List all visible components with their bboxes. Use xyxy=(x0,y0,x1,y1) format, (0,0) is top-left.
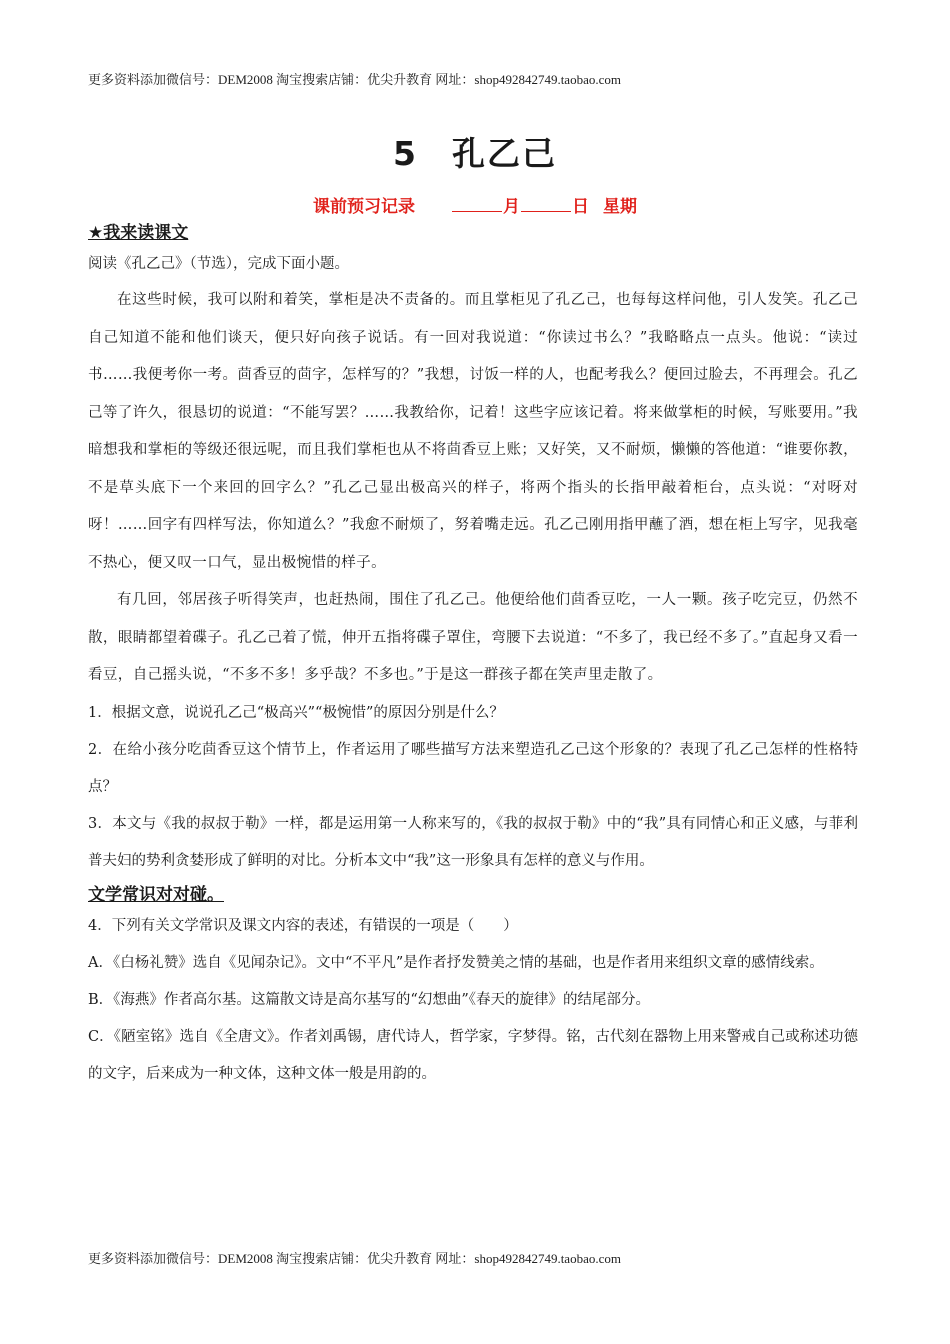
question-2: 2．在给小孩分吃茴香豆这个情节上，作者运用了哪些描写方法来塑造孔乙己这个形象的？表现了孔乙己怎样的性格特点？ xyxy=(88,741,858,795)
section-heading-literature: 文学常识对对碰。 xyxy=(88,884,224,905)
footer-note: 更多资料添加微信号：DEM2008 淘宝搜索店铺：优尖升教育 网址：shop492842749.taobao.com xyxy=(88,1251,621,1266)
month-blank xyxy=(452,195,502,212)
section-heading-reading: ★我来读课文 xyxy=(88,223,189,243)
reading-intro: 阅读《孔乙己》（节选），完成下面小题。 xyxy=(88,256,349,272)
lesson-title: 孔乙己 xyxy=(451,134,557,173)
option-b: B．《海燕》作者高尔基。这篇散文诗是高尔基写的“幻想曲”《春天的旋律》的结尾部分。 xyxy=(88,991,650,1008)
option-a: A．《白杨礼赞》选自《见闻杂记》。文中“不平凡”是作者抒发赞美之情的基础，也是作者用来组织文章的感情线索。 xyxy=(88,954,824,971)
question-3: 3．本文与《我的叔叔于勒》一样，都是运用第一人称来写的，《我的叔叔于勒》中的“我”具有同情心和正义感，与菲利普夫妇的势利贪婪形成了鲜明的对比。分析本文中“我”这一形象具有怎样的意义与作用。 xyxy=(88,815,858,869)
main-content xyxy=(88,220,858,1093)
page-title xyxy=(0,128,950,175)
excerpt-paragraph: 在这些时候，我可以附和着笑，掌柜是决不责备的。而且掌柜见了孔乙己，也每每这样问他，引人发笑。孔乙己自己知道不能和他们谈天，便只好向孩子说话。有一回对我说道：“你读过书么？”我略略点一点头。他说：“读过书……我便考你一考。茴香豆的茴字，怎样写的？”我想，讨饭一样的人，也配考我么？便回过脸去，不再理会。孔乙己等了许久，很恳切的说道：“不能写罢？……我教给你，记着！这些字应该记着。将来做掌柜的时候，写账要用。”我暗想我和掌柜的等级还很远呢，而且我们掌柜也从不将茴香豆上账；又好笑，又不耐烦，懒懒的答他道：“谁要你教，不是草头底下一个来回的回字么？”孔乙己显出极高兴的样子，将两个指头的长指甲敲着柜台，点头说：“对呀对呀！……回字有四样写法，你知道么？”我愈不耐烦了，努着嘴走远。孔乙己刚用指甲蘸了酒，想在柜上写字，见我毫不热心，便又叹一口气，显出极惋惜的样子。 xyxy=(88,292,858,571)
record-day: 日 xyxy=(572,197,589,217)
preview-record-line xyxy=(0,192,950,217)
header-note: 更多资料添加微信号：DEM2008 淘宝搜索店铺：优尖升教育 网址：shop492842749.taobao.com xyxy=(88,72,621,87)
excerpt-passage xyxy=(88,282,858,695)
excerpt-paragraph: 有几回，邻居孩子听得笑声，也赶热闹，围住了孔乙己。他便给他们茴香豆吃，一人一颗。孩子吃完豆，仍然不散，眼睛都望着碟子。孔乙己着了慌，伸开五指将碟子罩住，弯腰下去说道：“不多了，我已经不多了。”直起身又看一看豆，自己摇头说，“不多不多！多乎哉？不多也。”于是这一群孩子都在笑声里走散了。 xyxy=(88,592,858,683)
record-weekday: 星期 xyxy=(603,197,637,217)
option-c: C．《陋室铭》选自《全唐文》。作者刘禹锡，唐代诗人，哲学家，字梦得。铭，古代刻在器物上用来警戒自己或称述功德的文字，后来成为一种文体，这种文体一般是用韵的。 xyxy=(88,1028,858,1082)
day-blank xyxy=(521,195,571,212)
question-1: 1．根据文意，说说孔乙己“极高兴”“极惋惜”的原因分别是什么？ xyxy=(88,704,504,721)
record-month: 月 xyxy=(503,197,520,217)
question-4: 4．下列有关文学常识及课文内容的表述，有错误的一项是（ ） xyxy=(88,917,518,934)
lesson-number: 5 xyxy=(393,134,418,173)
record-label: 课前预习记录 xyxy=(313,197,415,217)
